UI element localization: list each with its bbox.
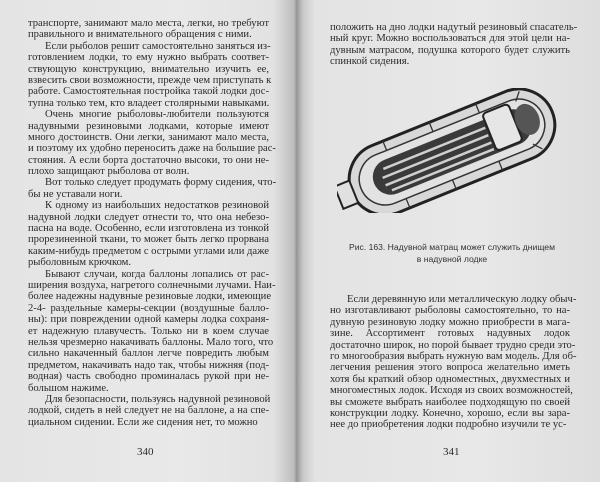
- text-line: спинкой сидения.: [330, 56, 410, 68]
- text-line: вы сможете выбрать наиболее подходящую по своей: [330, 396, 570, 408]
- text-line: Если рыболов решит самостоятельно заняться из-: [45, 40, 271, 52]
- text-line: положить на дно лодки надутый резиновый спасатель-: [330, 22, 578, 33]
- paragraph: [330, 294, 577, 431]
- text-line: дувную резиновую лодку можно приобрести в мага-: [330, 316, 570, 328]
- text-line: дувным матрасом, подушка которого будет служить: [330, 44, 570, 56]
- text-line: стояния. А если борта достаточно высоки, то они не-: [28, 154, 269, 166]
- paragraph: [28, 268, 276, 394]
- figure-caption-line: в надувной лодке: [416, 254, 488, 264]
- page-number-left: 340: [137, 446, 154, 458]
- text-line: более надежны надувные резиновые лодки, имеющие: [28, 291, 272, 303]
- figure-caption: [317, 241, 587, 265]
- right-page-text-bottom: [330, 294, 577, 431]
- paragraph: [28, 109, 276, 178]
- text-line: легчения решения этого вопроса желательно иметь: [330, 362, 570, 374]
- left-page-text: [28, 18, 277, 428]
- text-line: ет надежную плавучесть. Только ни в коем случае: [28, 325, 269, 337]
- text-line: нее до приобретения лодки подробно изучили те ус-: [330, 419, 567, 431]
- text-line: рыболовным крючком.: [28, 257, 132, 269]
- text-line: работе. Самостоятельная постройка такой лодки дос-: [28, 86, 269, 98]
- text-line: взвесить свои возможности, прежде чем приступать к: [28, 74, 272, 86]
- text-line: ны): при повреждении одной камеры лодка сохраня-: [28, 314, 269, 326]
- text-line: многоместных лодок. Исходя из своих возможностей,: [330, 385, 573, 397]
- text-line: надувными резиновыми лодками, которые имеют: [28, 120, 269, 132]
- text-line: правильного и внимательного обращения с ними.: [28, 29, 252, 41]
- text-line: тупна только тем, кто владеет столярными навыками.: [28, 97, 270, 109]
- text-line: готовлением лодки, то ему нужно выбрать соответ-: [28, 52, 269, 64]
- text-line: Если деревянную или металлическую лодку обыч-: [347, 294, 577, 305]
- text-line: Вот только следует продумать форму сидения, что-: [45, 177, 277, 189]
- text-line: большом нажиме.: [28, 382, 109, 394]
- text-line: го многообразия выбрать нужную вам модель. Для об-: [330, 350, 577, 362]
- paragraph: [330, 22, 578, 68]
- paragraph: [28, 177, 277, 200]
- text-line: нельзя чрезмерно накачивать баллоны. Мало того, что: [28, 336, 274, 348]
- text-line: конструкции лодку. Конечно, хорошо, если вы зара-: [330, 407, 570, 419]
- text-line: много достоинств. Они легки, занимают мало места,: [28, 131, 269, 143]
- text-line: циальном сидении. Если же сидения нет, то можно: [28, 416, 258, 428]
- text-line: 2-4- раздельные камеры-секции (воздушные балло-: [28, 302, 269, 314]
- paragraph: [28, 18, 269, 41]
- text-line: К одному из наибольших недостатков резиновой: [45, 200, 269, 212]
- text-line: Очень многие рыболовы-любители пользуются: [45, 109, 269, 121]
- paragraph: [28, 394, 269, 428]
- text-line: прорезиненной ткани, то может быть легко прорвана: [28, 234, 269, 246]
- text-line: Бывают случаи, когда баллоны лопались от рас-: [45, 268, 269, 280]
- text-line: ный круг. Можно воспользоваться для этой цели на-: [330, 33, 570, 45]
- text-line: плохо защищают рыболова от волн.: [28, 166, 190, 178]
- text-line: но изготавливают рыболовы самостоятельно, то на-: [330, 305, 570, 317]
- text-line: транспорте, занимают мало места, легки, но требуют: [28, 18, 269, 29]
- paragraph: [28, 40, 272, 109]
- text-line: бы не уставали ноги.: [28, 188, 123, 200]
- right-page-text-top: [330, 22, 578, 68]
- text-line: пасна на воде. Особенно, если изготовлена из тонкой: [28, 223, 269, 235]
- text-line: сильно накаченный баллон легче повредить любым: [28, 348, 269, 360]
- text-line: и поэтому их удобно переносить даже на большие рас-: [28, 143, 276, 155]
- left-page: [0, 0, 297, 482]
- text-line: Для безопасности, пользуясь надувной резиновой: [45, 393, 271, 405]
- paragraph: [28, 200, 269, 268]
- right-page: [297, 0, 600, 482]
- text-line: хотя бы краткий обзор одноместных, двухместных и: [330, 373, 570, 385]
- text-line: предметом, накачивать надо так, чтобы нижняя (под-: [28, 359, 269, 371]
- inflatable-boat-illustration: [337, 88, 567, 213]
- page-number-right: 341: [443, 446, 460, 458]
- text-line: ствующую конструкцию, внимательно изучить ее,: [28, 63, 269, 75]
- text-line: водная) часть свободно проминалась рукой при не-: [28, 371, 269, 383]
- text-line: надувной лодки следует отнести то, что она небезо-: [28, 211, 269, 223]
- text-line: ширения воздуха, нагретого солнечными лучами. Наи-: [28, 279, 276, 291]
- text-line: лодкой, сидеть в ней следует не на баллоне, а на спе-: [28, 405, 269, 417]
- text-line: зине. Ассортимент готовых надувных лодок: [330, 328, 570, 340]
- text-line: достаточно широк, но порой бывает трудно среди это-: [330, 339, 576, 351]
- text-line: каким-нибудь предметом с острыми углами или даже: [28, 245, 269, 257]
- figure-caption-line: Рис. 163. Надувной матрац может служить днищем: [348, 242, 556, 252]
